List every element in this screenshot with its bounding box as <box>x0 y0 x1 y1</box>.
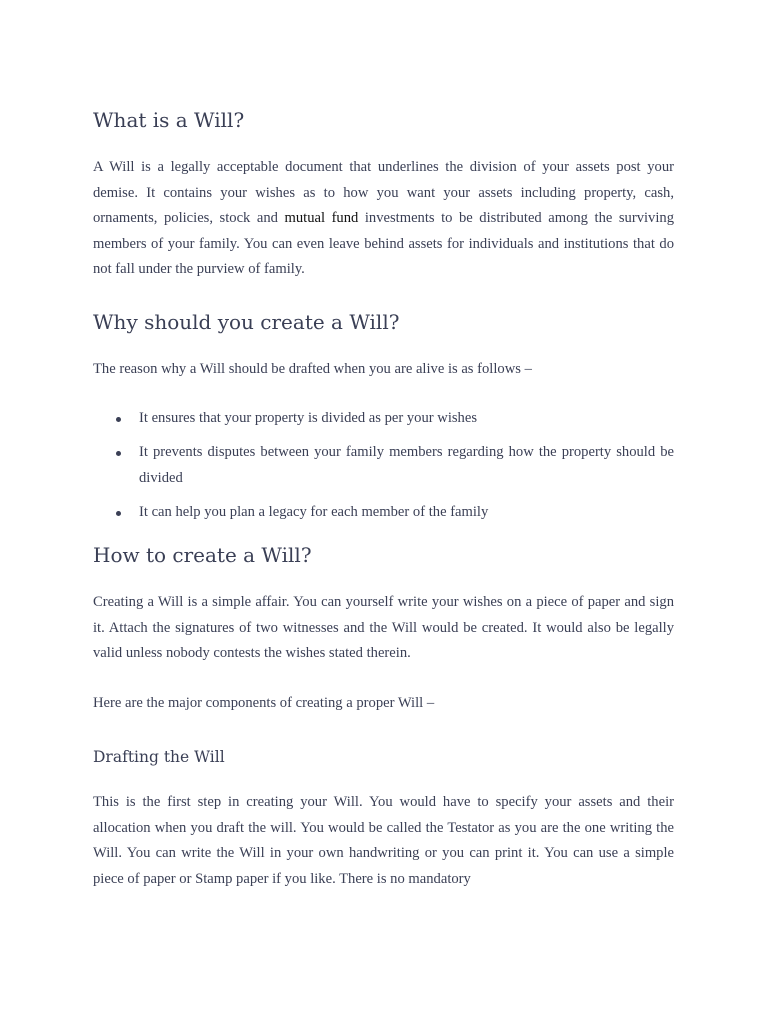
list-item-text: It prevents disputes between your family members regarding how the property should be divided <box>139 444 674 486</box>
paragraph-will-definition <box>93 155 674 283</box>
paragraph-will-definition-text-2: investments to be distributed among the surviving members of your family. You can even leave behind assets for individuals and institutions that do not fall under the purview of family. <box>93 210 675 278</box>
mutual-fund-link[interactable]: mutual fund <box>284 210 359 227</box>
paragraph-why-intro: The reason why a Will should be drafted when you are alive is as follows – <box>93 361 532 377</box>
bullet-icon <box>116 451 121 456</box>
paragraph-components-intro: Here are the major components of creating a proper Will – <box>93 695 435 711</box>
list-item-text: It can help you plan a legacy for each member of the family <box>139 504 489 520</box>
paragraph-will-definition-text-1: A Will is a legally acceptable document that underlines the division of your assets post your demise. It contains your wishes as to how you want your assets including property, cash, ornaments, policies, stock and <box>93 159 674 227</box>
bullet-icon <box>116 417 121 422</box>
list-item-text: It ensures that your property is divided as per your wishes <box>139 410 478 426</box>
heading-how-to-create-a-will: How to create a Will? <box>93 543 312 567</box>
heading-why-create-a-will: Why should you create a Will? <box>93 310 400 334</box>
heading-what-is-a-will: What is a Will? <box>93 108 245 132</box>
paragraph-drafting: This is the first step in creating your Will. You would have to specify your assets and their allocation when you draft the will. You would be called the Testator as you are the one writing the Will. You can write the Will in your own handwriting or you can print it. You can use a simple piece of paper or Stamp paper if you like. There is no mandatory <box>93 794 674 887</box>
bullet-icon <box>116 511 121 516</box>
paragraph-how-to-create: Creating a Will is a simple affair. You can yourself write your wishes on a piece of paper and sign it. Attach the signatures of two witnesses and the Will would be created. It would also be legally valid unless nobody contests the wishes stated therein. <box>93 594 674 662</box>
subheading-drafting-the-will: Drafting the Will <box>93 748 225 766</box>
